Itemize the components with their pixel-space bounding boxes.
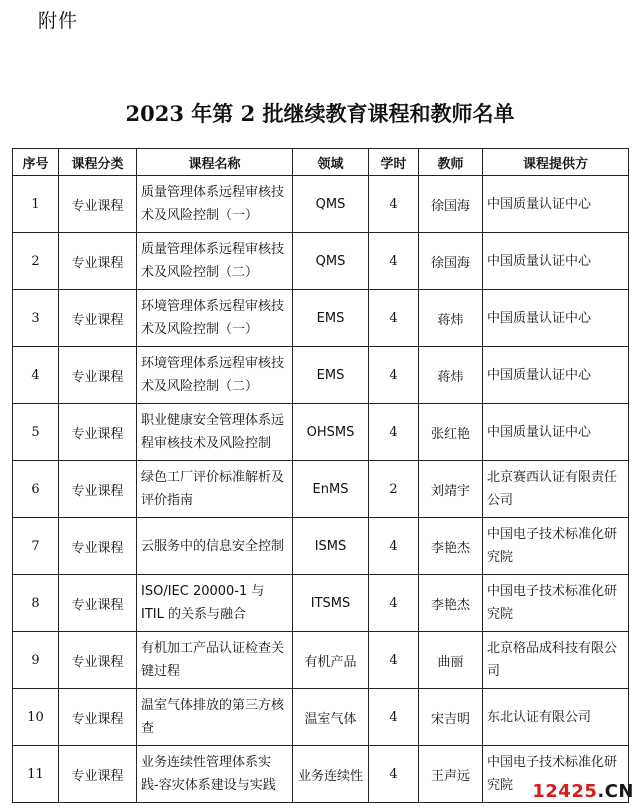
table-header-row <box>13 149 629 176</box>
course-teacher-table <box>12 148 629 803</box>
cell-course: 质量管理体系远程审核技术及风险控制（一） <box>137 176 293 233</box>
cell-provider: 中国质量认证中心 <box>483 233 629 290</box>
cell-hours: 4 <box>369 347 419 404</box>
cell-field: ISMS <box>293 518 369 575</box>
cell-teacher: 宋吉明 <box>419 689 483 746</box>
cell-field: EnMS <box>293 461 369 518</box>
table-row <box>13 689 629 746</box>
cell-category: 专业课程 <box>59 746 137 803</box>
cell-provider: 中国质量认证中心 <box>483 347 629 404</box>
cell-no: 4 <box>13 347 59 404</box>
cell-field: 业务连续性 <box>293 746 369 803</box>
cell-no: 6 <box>13 461 59 518</box>
header-no: 序号 <box>13 149 59 176</box>
cell-teacher: 王声远 <box>419 746 483 803</box>
cell-course: 温室气体排放的第三方核查 <box>137 689 293 746</box>
cell-field: EMS <box>293 290 369 347</box>
header-course: 课程名称 <box>137 149 293 176</box>
cell-no: 9 <box>13 632 59 689</box>
cell-teacher: 徐国海 <box>419 176 483 233</box>
cell-teacher: 徐国海 <box>419 233 483 290</box>
cell-category: 专业课程 <box>59 404 137 461</box>
cell-field: 有机产品 <box>293 632 369 689</box>
table-row <box>13 461 629 518</box>
cell-hours: 4 <box>369 689 419 746</box>
cell-course: 环境管理体系远程审核技术及风险控制（二） <box>137 347 293 404</box>
cell-field: 温室气体 <box>293 689 369 746</box>
cell-field: QMS <box>293 233 369 290</box>
cell-course: 业务连续性管理体系实践-容灾体系建设与实践 <box>137 746 293 803</box>
cell-category: 专业课程 <box>59 632 137 689</box>
cell-hours: 4 <box>369 575 419 632</box>
cell-provider: 中国电子技术标准化研究院 <box>483 746 629 803</box>
document-title: 2023 年第 2 批继续教育课程和教师名单 <box>125 101 515 126</box>
cell-category: 专业课程 <box>59 176 137 233</box>
cell-course: 绿色工厂评价标准解析及评价指南 <box>137 461 293 518</box>
cell-field: OHSMS <box>293 404 369 461</box>
cell-no: 3 <box>13 290 59 347</box>
watermark-prefix: 12425 <box>532 781 598 802</box>
table-row <box>13 176 629 233</box>
cell-category: 专业课程 <box>59 233 137 290</box>
cell-provider: 中国电子技术标准化研究院 <box>483 518 629 575</box>
table-row <box>13 518 629 575</box>
cell-teacher: 曲丽 <box>419 632 483 689</box>
cell-no: 10 <box>13 689 59 746</box>
cell-category: 专业课程 <box>59 461 137 518</box>
cell-hours: 4 <box>369 233 419 290</box>
cell-course: 职业健康安全管理体系远程审核技术及风险控制 <box>137 404 293 461</box>
cell-no: 11 <box>13 746 59 803</box>
cell-no: 7 <box>13 518 59 575</box>
cell-no: 1 <box>13 176 59 233</box>
cell-teacher: 李艳杰 <box>419 518 483 575</box>
site-watermark <box>532 781 634 802</box>
cell-teacher: 张红艳 <box>419 404 483 461</box>
table-row <box>13 404 629 461</box>
header-hours: 学时 <box>369 149 419 176</box>
cell-teacher: 刘靖宇 <box>419 461 483 518</box>
table-row <box>13 347 629 404</box>
cell-provider: 中国质量认证中心 <box>483 290 629 347</box>
cell-category: 专业课程 <box>59 347 137 404</box>
cell-course: ISO/IEC 20000-1 与 ITIL 的关系与融合 <box>137 575 293 632</box>
cell-provider: 中国电子技术标准化研究院 <box>483 575 629 632</box>
cell-course: 质量管理体系远程审核技术及风险控制（二） <box>137 233 293 290</box>
cell-course: 有机加工产品认证检查关键过程 <box>137 632 293 689</box>
cell-no: 8 <box>13 575 59 632</box>
cell-hours: 4 <box>369 404 419 461</box>
header-teacher: 教师 <box>419 149 483 176</box>
cell-hours: 4 <box>369 518 419 575</box>
header-provider: 课程提供方 <box>483 149 629 176</box>
cell-provider: 中国质量认证中心 <box>483 404 629 461</box>
table-row <box>13 575 629 632</box>
cell-teacher: 蒋炜 <box>419 347 483 404</box>
cell-field: QMS <box>293 176 369 233</box>
table-row <box>13 632 629 689</box>
cell-category: 专业课程 <box>59 575 137 632</box>
cell-course: 云服务中的信息安全控制 <box>137 518 293 575</box>
cell-field: ITSMS <box>293 575 369 632</box>
cell-provider: 东北认证有限公司 <box>483 689 629 746</box>
watermark-suffix: .CN <box>597 781 634 802</box>
cell-teacher: 蒋炜 <box>419 290 483 347</box>
cell-category: 专业课程 <box>59 689 137 746</box>
cell-hours: 2 <box>369 461 419 518</box>
cell-provider: 北京赛西认证有限责任公司 <box>483 461 629 518</box>
cell-no: 2 <box>13 233 59 290</box>
cell-teacher: 李艳杰 <box>419 575 483 632</box>
cell-field: EMS <box>293 347 369 404</box>
table-row <box>13 290 629 347</box>
cell-category: 专业课程 <box>59 518 137 575</box>
cell-no: 5 <box>13 404 59 461</box>
cell-course: 环境管理体系远程审核技术及风险控制（一） <box>137 290 293 347</box>
cell-hours: 4 <box>369 632 419 689</box>
cell-hours: 4 <box>369 290 419 347</box>
cell-hours: 4 <box>369 176 419 233</box>
attachment-label: 附件 <box>38 10 79 32</box>
cell-hours: 4 <box>369 746 419 803</box>
header-field: 领域 <box>293 149 369 176</box>
cell-category: 专业课程 <box>59 290 137 347</box>
cell-provider: 中国质量认证中心 <box>483 176 629 233</box>
table-row <box>13 233 629 290</box>
header-category: 课程分类 <box>59 149 137 176</box>
cell-provider: 北京格品成科技有限公司 <box>483 632 629 689</box>
